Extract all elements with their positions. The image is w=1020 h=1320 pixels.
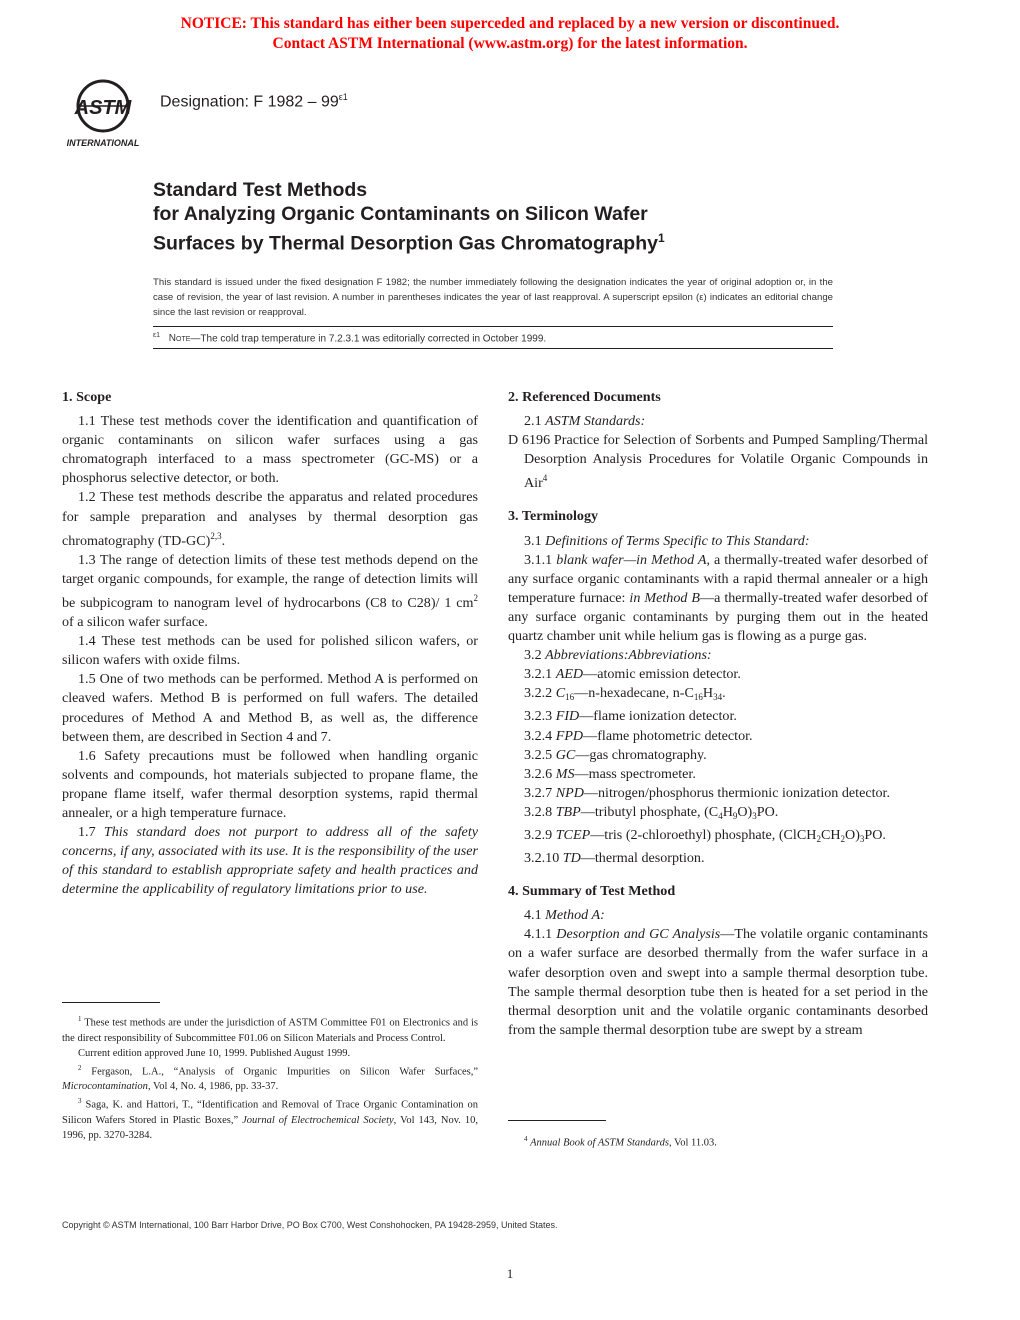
page-number: 1 (506, 1266, 514, 1281)
abbr-sub: 2 (816, 833, 821, 844)
para-4-1-text: Method A: (545, 907, 605, 924)
footnote-4-text: Annual Book of ASTM Standards (530, 1137, 669, 1149)
para-1-3-end: of a silicon wafer surface. (62, 614, 208, 631)
ref-d6196-sup: 4 (542, 473, 548, 484)
footnote-2 (62, 1061, 478, 1095)
abbr-num: 3.2.1 (524, 666, 556, 683)
divider (153, 326, 833, 327)
para-1-6: 1.6 Safety precautions must be followed when handling organic solvents and compounds, hot materials subjected to propane flame, the propane flame itself, wafer thermal desorption systems, rapid thermal annealer, or a high temperature furnace. (62, 747, 478, 821)
section-3-heading: 3. Terminology (508, 508, 599, 525)
epsilon-note (153, 332, 546, 344)
designation (160, 92, 348, 111)
abbr-num: 3.2.7 (524, 784, 556, 801)
ref-d6196 (508, 431, 928, 493)
left-footnotes (62, 1012, 478, 1143)
abbr-def: —gas chromatography. (575, 746, 707, 763)
para-1-4: 1.4 These test methods can be used for polished silicon wafers, or silicon wafers with oxide films. (62, 633, 478, 669)
abbr-def: —tris (2-chloroethyl) phosphate, (ClCH (590, 826, 817, 843)
footnote-3-text: Saga, K. and Hattori, T., “Identification and Removal of Trace Organic Contamination on Silicon Wafers Stored in Plastic Boxes,” (62, 1099, 479, 1126)
title-footnote-ref: 1 (657, 231, 665, 245)
copyright-line: Copyright © ASTM International, 100 Barr Harbor Drive, PO Box C700, West Conshohocken, PA 19428-2959, United States. (62, 1220, 558, 1230)
para-4-1-1-num: 4.1.1 (524, 926, 557, 943)
para-3-1-1-method-b: in Method B (629, 589, 700, 606)
footnote-1-text: These test methods are under the jurisdiction of ASTM Committee F01 on Electronics and is the direct responsibility of Subcommittee F01.06 on Silicon Materials and Process Control. (62, 1017, 478, 1044)
divider (153, 348, 833, 349)
para-1-3-sup: 2 (473, 592, 478, 603)
para-1-5: 1.5 One of two methods can be performed. Method A is performed on cleaved wafers. Method B is performed on full wafers. The detailed procedures of Method A and Method B, as well as, the difference between them, are described in Section 4 and 7. (62, 671, 478, 745)
abbr-term: C (555, 685, 566, 702)
section-4-heading: 4. Summary of Test Method (508, 883, 676, 900)
abbr-term: NPD (555, 784, 584, 801)
para-3-1 (508, 532, 928, 551)
right-column (508, 388, 928, 1040)
para-1-3 (62, 551, 478, 632)
abbr-num: 3.2.5 (524, 746, 556, 763)
para-3-2 (508, 646, 928, 665)
footnote-2-num: 2 (78, 1063, 82, 1072)
abbr-sub: 2 (840, 833, 846, 844)
logo-letters: ASTM (74, 97, 132, 119)
abbr-def: PO. (756, 803, 779, 820)
abbr-num: 3.2.10 (524, 850, 563, 867)
para-3-1-1-term: blank wafer—in Method A, (556, 551, 711, 568)
abbr-term: GC (555, 746, 576, 763)
section-2-heading: 2. Referenced Documents (508, 389, 661, 405)
para-4-1-1 (508, 925, 928, 1040)
para-1-2-end: . (221, 532, 226, 549)
astm-logo (62, 78, 144, 152)
para-2-1 (508, 412, 928, 431)
abbr-def: . (722, 685, 726, 702)
abbr-term: TBP (555, 803, 581, 820)
abbr-def: PO. (864, 826, 886, 843)
footnote-3-num: 3 (78, 1097, 82, 1105)
para-4-1-1-term: Desorption and GC Analysis (556, 926, 721, 943)
abbr-npd (508, 784, 928, 803)
para-2-1-text: ASTM Standards: (545, 413, 646, 430)
footnote-divider (62, 1002, 160, 1003)
title-line-1: Standard Test Methods (153, 179, 368, 201)
abbr-tcep (508, 826, 928, 849)
issuance-statement: This standard is issued under the fixed designation F 1982; the number immediately following the designation indicates the year of original adoption or, in the case of revision, the year of last revision. A number in parentheses indicates the year of last reapproval. A superscript epsilon (ε) indicates an editorial change since the last revision or reapproval. (153, 277, 833, 318)
abbr-term: TCEP (555, 826, 591, 843)
abbr-term: AED (555, 666, 584, 683)
para-1-2-text: 1.2 These test methods describe the apparatus and related procedures for sample preparation and analyses by thermal desorption gas chromatography (TD-GC) (62, 489, 478, 549)
para-4-1-num: 4.1 (524, 907, 546, 924)
abbr-td (508, 849, 928, 868)
abbr-sub: 3 (859, 833, 865, 844)
footnote-3-journal: Journal of Electrochemical Society (242, 1114, 394, 1126)
abbr-aed (508, 665, 928, 684)
epsilon-note-text: —The cold trap temperature in 7.2.3.1 was editorially corrected in October 1999. (190, 333, 547, 345)
abbr-sub: 16 (565, 692, 575, 703)
abbr-def: O) (845, 826, 860, 843)
abbr-def: O) (737, 803, 753, 820)
para-1-7 (62, 823, 478, 899)
para-2-1-num: 2.1 (524, 413, 546, 430)
footnote-1 (62, 1012, 478, 1046)
footnote-3-end: , Vol 143, Nov. 10, 1996, pp. 3270-3284. (62, 1114, 479, 1141)
abbr-num: 3.2.3 (524, 708, 556, 725)
para-3-1-1-text: a thermally-treated wafer desorbed of any surface organic contaminants with a rapid thermal annealer or a high temperature furnace: (508, 551, 928, 606)
abbr-sub: 34 (713, 692, 723, 703)
para-3-1-text: Definitions of Terms Specific to This Standard: (545, 532, 810, 549)
designation-label: Designation: F 1982 – 99 (160, 93, 339, 111)
footnote-1-num: 1 (78, 1015, 82, 1023)
abbr-term: TD (562, 850, 581, 867)
para-1-7-num: 1.7 (78, 824, 104, 841)
epsilon-note-label: Note (168, 333, 191, 345)
notice-line-1: NOTICE: This standard has either been superceded and replaced by a new version or discontinued. (180, 15, 840, 32)
abbr-gc (508, 746, 928, 765)
footnote-2-journal: Microcontamination (62, 1081, 148, 1092)
abbr-term: FID (555, 708, 580, 725)
abbr-num: 3.2.9 (524, 826, 556, 843)
logo-subtext: INTERNATIONAL (66, 138, 140, 148)
abbr-def: —n-hexadecane, n-C (574, 685, 694, 702)
footnote-4 (508, 1132, 928, 1151)
abbr-def: —flame photometric detector. (583, 727, 753, 744)
abbr-def: —mass spectrometer. (574, 765, 696, 782)
abbr-num: 3.2.6 (524, 765, 556, 782)
abbr-num: 3.2.2 (524, 685, 556, 702)
abbr-term: MS (555, 765, 575, 782)
para-3-1-1 (508, 551, 928, 646)
abbr-num: 3.2.4 (524, 727, 556, 744)
abbr-num: 3.2.8 (524, 803, 556, 820)
abbr-def: CH (820, 826, 841, 843)
abbr-c16 (508, 684, 928, 707)
title-line-3: Surfaces by Thermal Desorption Gas Chromatography (153, 232, 658, 255)
para-1-7-text: This standard does not purport to address all of the safety concerns, if any, associated with its use. It is the responsibility of the user of this standard to establish appropriate safety and health practices and determine the applicability of regulatory limitations prior to use. (62, 824, 478, 898)
footnote-1-approved: Current edition approved June 10, 1999. Published August 1999. (78, 1047, 351, 1059)
abbr-sub: 9 (732, 810, 738, 821)
abbr-sub: 3 (752, 810, 757, 821)
document-title (153, 178, 913, 256)
notice-line-2: Contact ASTM International (www.astm.org) for the latest information. (272, 35, 748, 52)
ref-d6196-text: D 6196 Practice for Selection of Sorbents and Pumped Sampling/Thermal Desorption Analysis Procedures for Volatile Organic Compounds in Air (508, 432, 928, 492)
para-3-2-num: 3.2 (524, 647, 546, 664)
footnote-4-num: 4 (524, 1135, 528, 1143)
designation-sup: ε1 (338, 92, 348, 102)
abbr-fpd (508, 727, 928, 746)
para-3-1-1-end: —a thermally-treated wafer desorbed of any surface organic contaminants by purging them out in the heated quartz chamber unit while helium gas is flowing as a purge gas. (508, 589, 928, 645)
footnote-2-text: Fergason, L.A., “Analysis of Organic Impurities on Silicon Wafer Surfaces,” (91, 1066, 479, 1077)
abbr-sub: 4 (718, 810, 723, 821)
para-1-2 (62, 488, 478, 550)
para-3-1-1-num: 3.1.1 (524, 551, 557, 568)
abbr-def: —flame ionization detector. (579, 708, 737, 725)
supersede-notice (0, 14, 1020, 54)
footnote-divider (508, 1120, 606, 1121)
footnote-4-end: , Vol 11.03. (668, 1137, 717, 1149)
abbr-fid (508, 707, 928, 726)
abbr-tbp (508, 803, 928, 826)
footnote-3 (62, 1094, 478, 1143)
para-3-1-num: 3.1 (524, 532, 546, 549)
abbr-def: —atomic emission detector. (583, 666, 741, 683)
para-1-3-text: 1.3 The range of detection limits of these test methods depend on the target organic compounds, for example, the range of detection limits will be subpicogram to nanogram level of hydrocarbons (C8 to C28)/ 1 cm (62, 551, 478, 611)
abbr-def: H (702, 685, 714, 702)
abbr-def: —thermal desorption. (580, 850, 705, 867)
left-column (62, 388, 478, 899)
right-footnotes (508, 1132, 928, 1151)
abbr-term: FPD (555, 727, 584, 744)
epsilon-note-sup: ε1 (153, 332, 161, 339)
title-line-2: for Analyzing Organic Contaminants on Silicon Wafer (153, 203, 648, 225)
abbr-sub: 16 (693, 692, 703, 703)
para-1-1: 1.1 These test methods cover the identification and quantification of organic contaminants on silicon wafer surfaces using a gas chromatograph interfaced to a mass spectrometer (GC-MS) or a phosphorus selective detector, or both. (62, 413, 478, 487)
para-4-1-1-text: —The volatile organic contaminants on a wafer surface are desorbed thermally from the wafer surface in a wafer desorption oven and swept into a sample thermal desorption tube. The sample thermal desorption tube then is heated for a set period in the thermal desorption unit and the volatile organic contaminants desorbed from the sample thermal desorption tube are swept by a stream (508, 926, 929, 1038)
footnote-2-end: , Vol 4, No. 4, 1986, pp. 33-37. (147, 1081, 279, 1092)
section-1-heading: 1. Scope (62, 389, 112, 405)
para-1-2-sup: 2,3 (210, 530, 222, 541)
abbr-def: —tributyl phosphate, (C (580, 803, 719, 820)
abbr-ms (508, 765, 928, 784)
abbr-def: H (722, 803, 733, 820)
para-3-2-text: Abbreviations:Abbreviations: (545, 647, 712, 664)
abbr-def: —nitrogen/phosphorus thermionic ionization detector. (583, 784, 890, 801)
para-4-1 (508, 906, 928, 925)
